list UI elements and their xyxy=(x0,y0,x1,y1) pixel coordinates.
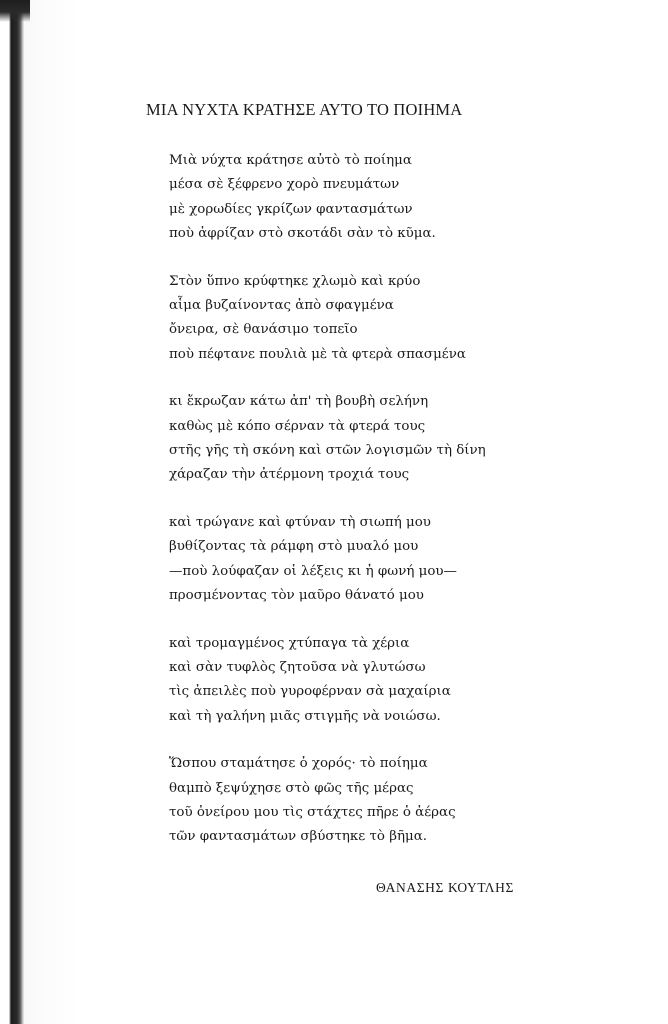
poem-line: μέσα σὲ ξέφρενο χορὸ πνευμάτων xyxy=(169,177,400,193)
poem-line: θαμπὸ ξεψύχησε στὸ φῶς τῆς μέρας xyxy=(169,780,414,796)
poem-line: προσμένοντας τὸν μαῦρο θάνατό μου xyxy=(169,587,424,603)
poem-line: βυθίζοντας τὰ ράμφη στὸ μυαλό μου xyxy=(169,539,419,555)
poem-line: Ὥσπου σταμάτησε ὁ χορός· τὸ ποίημα xyxy=(169,756,428,772)
stanza xyxy=(169,149,549,246)
poem-line: καθὼς μὲ κόπο σέρναν τὰ φτερά τους xyxy=(169,418,426,434)
poem-line: —ποὺ λούφαζαν οἱ λέξεις κι ἡ φωνή μου— xyxy=(169,563,457,579)
poem-line: τῶν φαντασμάτων σβύστηκε τὸ βῆμα. xyxy=(169,829,427,845)
stanza xyxy=(169,390,549,487)
poem-line: ποὺ ἀφρίζαν στὸ σκοτάδι σὰν τὸ κῦμα. xyxy=(169,225,436,241)
poem-line: καὶ τρώγανε καὶ φτύναν τὴ σιωπή μου xyxy=(169,515,431,531)
poem-author: ΘΑΝΑΣΗΣ ΚΟΥΤΛΗΣ xyxy=(375,880,514,895)
book-corner-shadow xyxy=(0,0,30,22)
poem-line: τοῦ ὀνείρου μου τὶς στάχτες πῆρε ὁ ἀέρας xyxy=(169,805,456,821)
poem-line: ὄνειρα, σὲ θανάσιμο τοπεῖο xyxy=(169,322,358,338)
poem-line: Στὸν ὕπνο κρύφτηκε χλωμὸ καὶ κρύο xyxy=(169,273,421,289)
poem-line: καὶ τὴ γαλήνη μιᾶς στιγμῆς νὰ νοιώσω. xyxy=(169,708,441,724)
poem-line: καὶ τρομαγμένος χτύπαγα τὰ χέρια xyxy=(169,635,410,651)
poem-title: ΜΙΑ ΝΥΧΤΑ ΚΡΑΤΗΣΕ ΑΥΤΟ ΤΟ ΠΟΙΗΜΑ xyxy=(146,100,463,119)
poem-line: Μιὰ νύχτα κράτησε αὐτὸ τὸ ποίημα xyxy=(169,153,412,168)
poem-line: τὶς ἀπειλὲς ποὺ γυροφέρναν σὰ μαχαίρια xyxy=(169,684,451,700)
poem-line: μὲ χορωδίες γκρίζων φαντασμάτων xyxy=(169,201,413,217)
stanza xyxy=(169,632,549,729)
poem-body xyxy=(169,149,549,873)
stanza xyxy=(169,752,549,849)
poem-line: ποὺ πέφτανε πουλιὰ μὲ τὰ φτερὰ σπασμένα xyxy=(169,346,466,362)
poem-line: στῆς γῆς τὴ σκόνη καὶ στῶν λογισμῶν τὴ δίνη xyxy=(169,442,486,458)
poem-line: αἷμα βυζαίνοντας ἀπὸ σφαγμένα xyxy=(169,297,394,313)
stanza xyxy=(169,270,549,367)
poem-line: καὶ σὰν τυφλὸς ζητοῦσα νὰ γλυτώσω xyxy=(169,660,426,676)
stanza xyxy=(169,511,549,608)
poem-line: χάραζαν τὴν ἀτέρμονη τροχιά τους xyxy=(169,467,410,483)
poem-line: κι ἔκρωζαν κάτω ἀπ' τὴ βουβὴ σελήνη xyxy=(169,394,429,410)
book-binding-shadow xyxy=(0,0,24,1024)
